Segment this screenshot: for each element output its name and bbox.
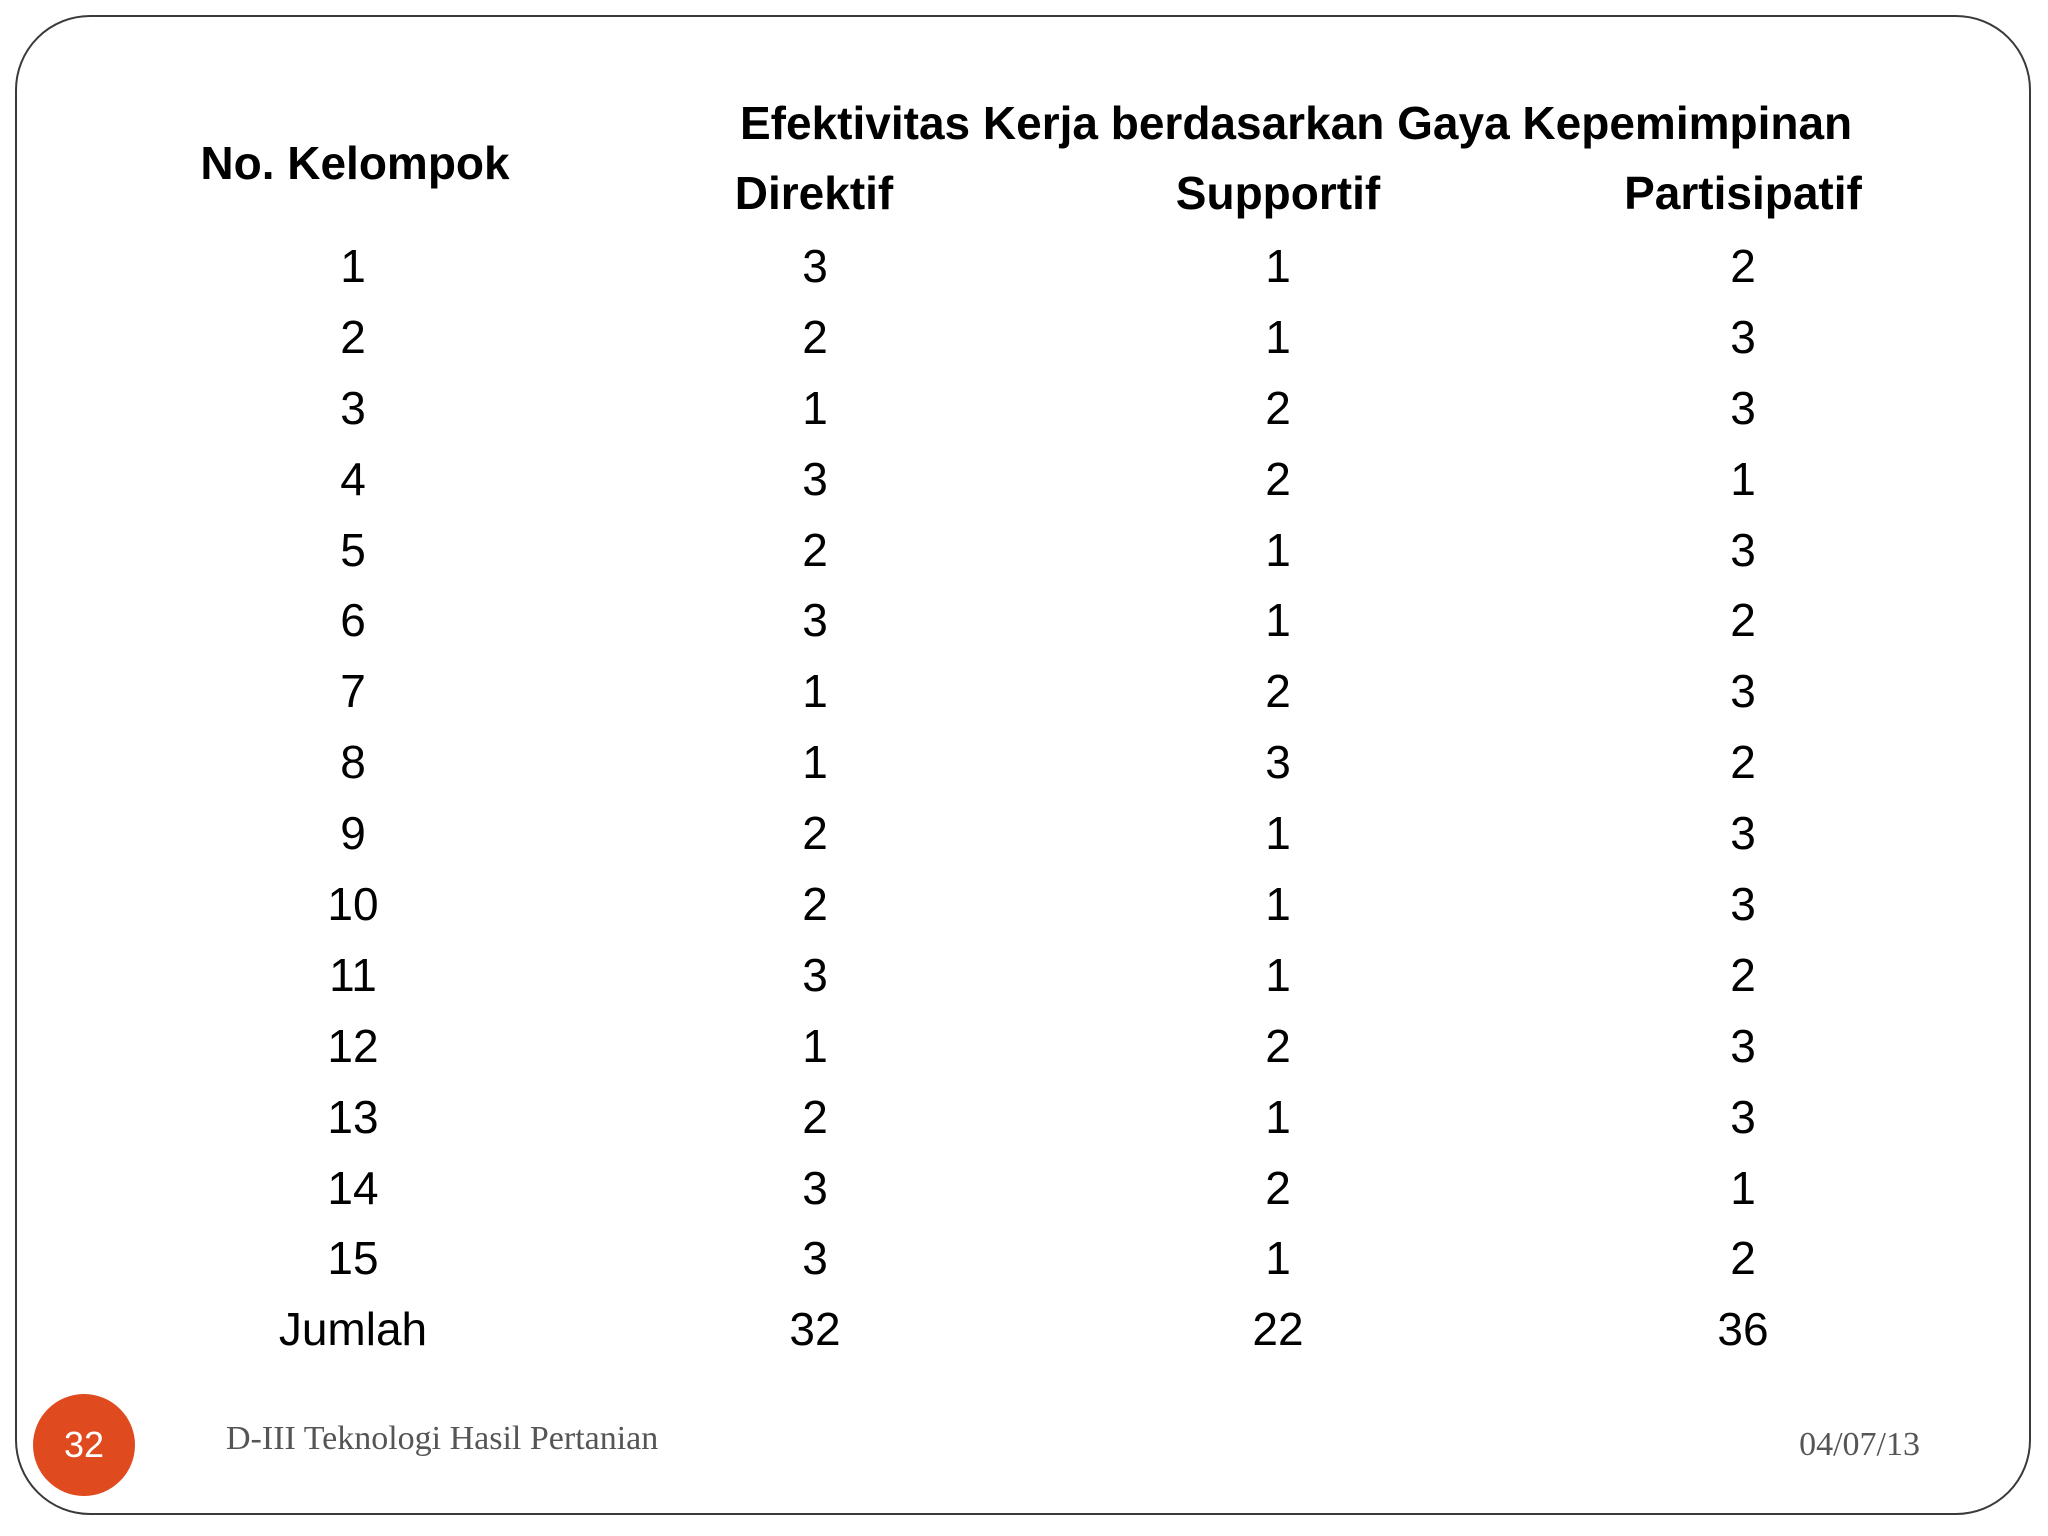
cell-direktif: 3 — [802, 452, 828, 505]
cell-supportif: 2 — [1265, 1161, 1291, 1214]
cell-partisipatif: 3 — [1730, 807, 1756, 860]
cell-supportif: 1 — [1265, 240, 1291, 292]
cell-no: 2 — [340, 310, 366, 363]
cell-supportif: 2 — [1265, 452, 1291, 505]
cell-partisipatif: 3 — [1730, 878, 1756, 931]
cell-no: 4 — [340, 452, 366, 505]
table-row — [0, 302, 2048, 373]
table-row — [0, 1082, 2048, 1153]
column-header-partisipatif: Partisipatif — [1624, 167, 1862, 219]
cell-total-label: Jumlah — [278, 1303, 428, 1356]
table-row — [0, 1223, 2048, 1294]
cell-no: 7 — [340, 665, 366, 718]
cell-supportif: 1 — [1265, 1232, 1291, 1285]
cell-supportif: 1 — [1265, 878, 1291, 931]
column-header-direktif: Direktif — [734, 167, 894, 219]
cell-partisipatif: 2 — [1730, 948, 1756, 1001]
table-row — [0, 444, 2048, 515]
table-row — [0, 656, 2048, 727]
column-header-supportif: Supportif — [1175, 167, 1381, 219]
cell-no: 1 — [340, 240, 366, 292]
table-row — [0, 727, 2048, 798]
table-title: Efektivitas Kerja berdasarkan Gaya Kepemimpinan — [740, 97, 1853, 149]
cell-direktif: 2 — [802, 878, 828, 931]
table-row — [0, 798, 2048, 869]
table-row — [0, 940, 2048, 1011]
cell-partisipatif: 2 — [1730, 1232, 1756, 1285]
cell-no: 3 — [340, 381, 366, 434]
cell-supportif: 1 — [1265, 1090, 1291, 1143]
row-header-label: No. Kelompok — [200, 137, 510, 189]
cell-direktif: 1 — [802, 665, 828, 718]
table-total-row — [0, 1294, 2048, 1365]
cell-direktif: 1 — [802, 736, 828, 789]
cell-direktif: 2 — [802, 1090, 828, 1143]
cell-direktif: 2 — [802, 310, 828, 363]
cell-partisipatif: 1 — [1730, 1161, 1756, 1214]
cell-total-supportif: 22 — [1252, 1303, 1304, 1356]
table-row — [0, 373, 2048, 444]
cell-no: 13 — [327, 1090, 379, 1143]
cell-partisipatif: 3 — [1730, 1019, 1756, 1072]
cell-supportif: 1 — [1265, 310, 1291, 363]
footer-date: 04/07/13 — [1799, 1426, 1920, 1463]
cell-supportif: 3 — [1265, 736, 1291, 789]
cell-direktif: 1 — [802, 1019, 828, 1072]
cell-total-direktif: 32 — [789, 1303, 841, 1356]
cell-no: 10 — [327, 878, 379, 931]
page-number-badge: 32 — [33, 1394, 135, 1496]
cell-direktif: 3 — [802, 594, 828, 647]
cell-partisipatif: 3 — [1730, 310, 1756, 363]
cell-no: 15 — [327, 1232, 379, 1285]
cell-partisipatif: 3 — [1730, 1090, 1756, 1143]
footer-program: D-III Teknologi Hasil Pertanian — [226, 1420, 659, 1457]
cell-direktif: 2 — [802, 807, 828, 860]
cell-supportif: 1 — [1265, 948, 1291, 1001]
cell-direktif: 2 — [802, 523, 828, 576]
cell-direktif: 3 — [802, 1232, 828, 1285]
table-row — [0, 1153, 2048, 1224]
cell-partisipatif: 3 — [1730, 381, 1756, 434]
cell-supportif: 1 — [1265, 807, 1291, 860]
cell-direktif: 3 — [802, 1161, 828, 1214]
cell-no: 11 — [329, 948, 377, 1001]
table-row — [0, 1011, 2048, 1082]
cell-no: 14 — [327, 1161, 379, 1214]
table-row — [0, 231, 2048, 302]
cell-total-partisipatif: 36 — [1717, 1303, 1769, 1356]
cell-supportif: 1 — [1265, 594, 1291, 647]
table-row — [0, 585, 2048, 656]
cell-partisipatif: 2 — [1730, 594, 1756, 647]
cell-partisipatif: 1 — [1730, 452, 1756, 505]
cell-no: 8 — [340, 736, 366, 789]
cell-supportif: 2 — [1265, 381, 1291, 434]
cell-no: 5 — [340, 523, 366, 576]
cell-no: 9 — [340, 807, 366, 860]
cell-supportif: 2 — [1265, 665, 1291, 718]
cell-partisipatif: 3 — [1730, 665, 1756, 718]
cell-direktif: 3 — [802, 948, 828, 1001]
table-row — [0, 515, 2048, 586]
table-body — [0, 231, 2048, 1365]
cell-direktif: 1 — [802, 381, 828, 434]
cell-supportif: 2 — [1265, 1019, 1291, 1072]
cell-supportif: 1 — [1265, 523, 1291, 576]
cell-partisipatif: 2 — [1730, 240, 1756, 292]
cell-direktif: 3 — [802, 240, 828, 292]
table-row — [0, 869, 2048, 940]
cell-no: 6 — [340, 594, 366, 647]
cell-partisipatif: 3 — [1730, 523, 1756, 576]
cell-no: 12 — [327, 1019, 379, 1072]
cell-partisipatif: 2 — [1730, 736, 1756, 789]
